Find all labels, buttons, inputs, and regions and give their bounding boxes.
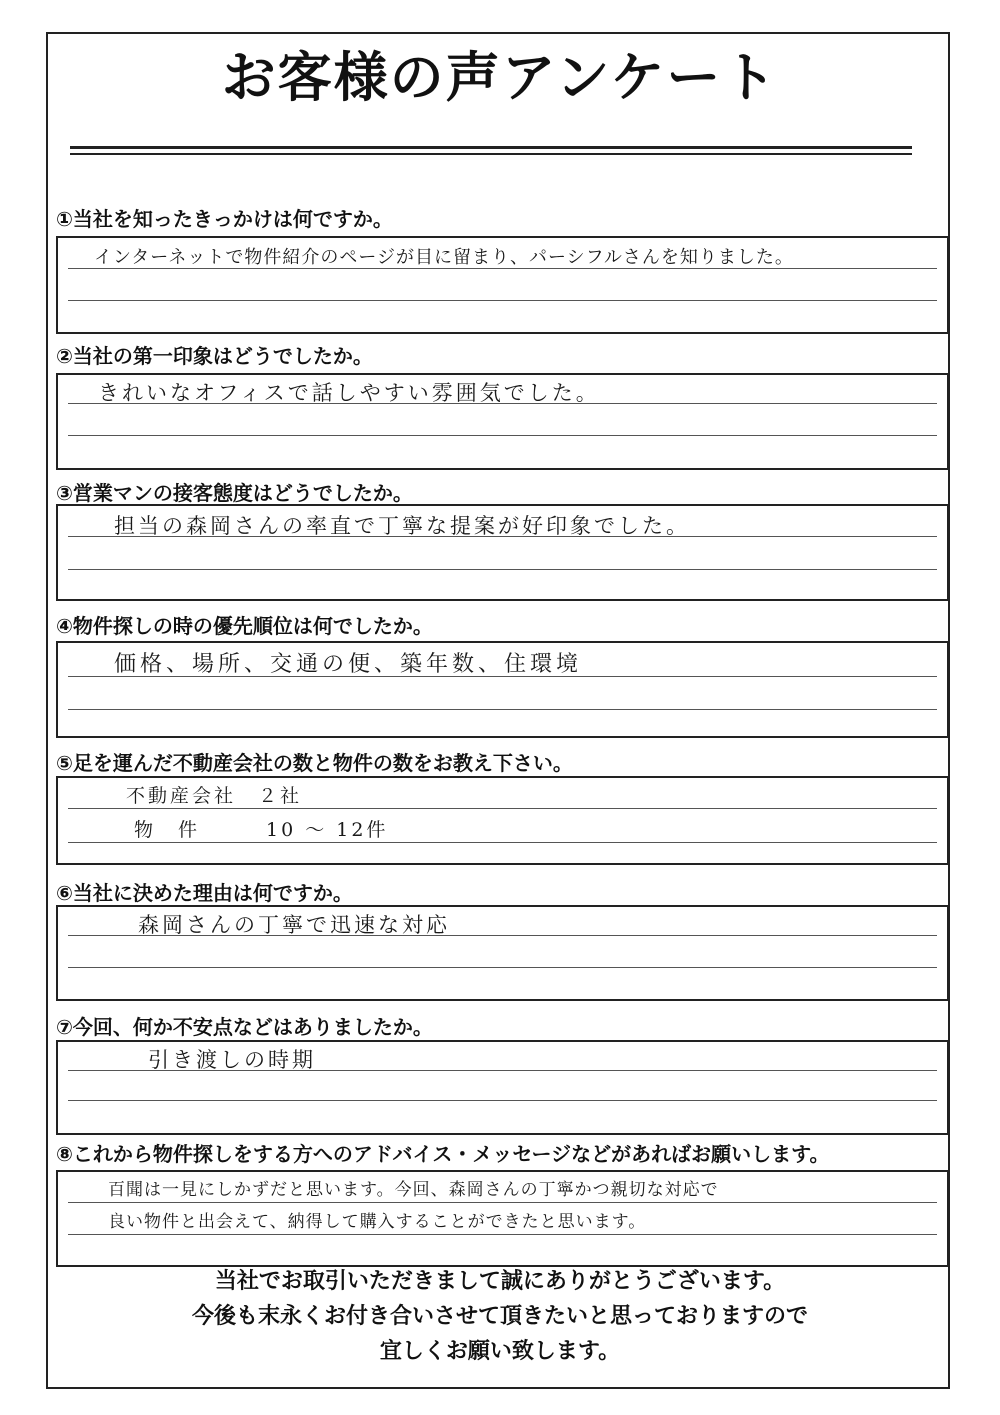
closing-line-1: 当社でお取引いただきまして誠にありがとうございます。 <box>214 1269 786 1294</box>
answer-box-8 <box>56 1170 949 1267</box>
closing-line-3: 宜しくお願い致します。 <box>379 1339 621 1364</box>
answer-box-1 <box>56 236 949 334</box>
answer-4-line-1: 価格、場所、交通の便、築年数、住環境 <box>114 652 583 677</box>
question-8-label: ⑧これから物件探しをする方へのアドバイス・メッセージなどがあればお願いします。 <box>56 1142 830 1166</box>
question-4-label: ④物件探しの時の優先順位は何でしたか。 <box>56 614 433 638</box>
answer-3-line-1: 担当の森岡さんの率直で丁寧な提案が好印象でした。 <box>114 514 690 538</box>
answer-box-4 <box>56 641 949 738</box>
answer-7-line-1: 引き渡しの時期 <box>148 1048 316 1072</box>
ruled-line <box>68 1100 937 1101</box>
answer-box-7 <box>56 1040 949 1135</box>
closing-line-2: 今後も末永くお付き合いさせて頂きたいと思っておりますので <box>191 1304 808 1329</box>
answer-box-6 <box>56 905 949 1001</box>
question-2-label: ②当社の第一印象はどうでしたか。 <box>56 344 373 368</box>
ruled-line <box>68 709 937 710</box>
ruled-line <box>68 569 937 570</box>
answer-5-line-1: 不動産会社 ２社 <box>126 785 303 807</box>
answer-box-5 <box>56 776 949 865</box>
survey-title: お客様の声アンケート <box>221 46 779 109</box>
question-3-label: ③営業マンの接客態度はどうでしたか。 <box>56 481 413 505</box>
ruled-line <box>68 435 937 436</box>
title-underline <box>70 146 912 155</box>
question-7-label: ⑦今回、何か不安点などはありましたか。 <box>56 1015 433 1039</box>
answer-1-line-1: インターネットで物件紹介のページが目に留まり、パーシフルさんを知りました。 <box>94 247 794 268</box>
answer-6-line-1: 森岡さんの丁寧で迅速な対応 <box>138 913 450 937</box>
answer-8-line-1: 百聞は一見にしかずだと思います。今回、森岡さんの丁寧かつ親切な対応で <box>108 1180 719 1200</box>
answer-5-line-2: 物 件 10 ～ 12件 <box>134 819 389 841</box>
answer-box-2 <box>56 373 949 470</box>
ruled-line <box>68 300 937 301</box>
question-1-label: ①当社を知ったきっかけは何ですか。 <box>56 207 393 231</box>
answer-box-3 <box>56 504 949 601</box>
question-5-label: ⑤足を運んだ不動産会社の数と物件の数をお教え下さい。 <box>56 751 573 775</box>
answer-2-line-1: きれいなオフィスで話しやすい雰囲気でした。 <box>98 381 600 405</box>
question-6-label: ⑥当社に決めた理由は何ですか。 <box>56 881 353 905</box>
ruled-line <box>68 967 937 968</box>
answer-8-line-2: 良い物件と出会えて、納得して購入することができたと思います。 <box>108 1212 647 1232</box>
